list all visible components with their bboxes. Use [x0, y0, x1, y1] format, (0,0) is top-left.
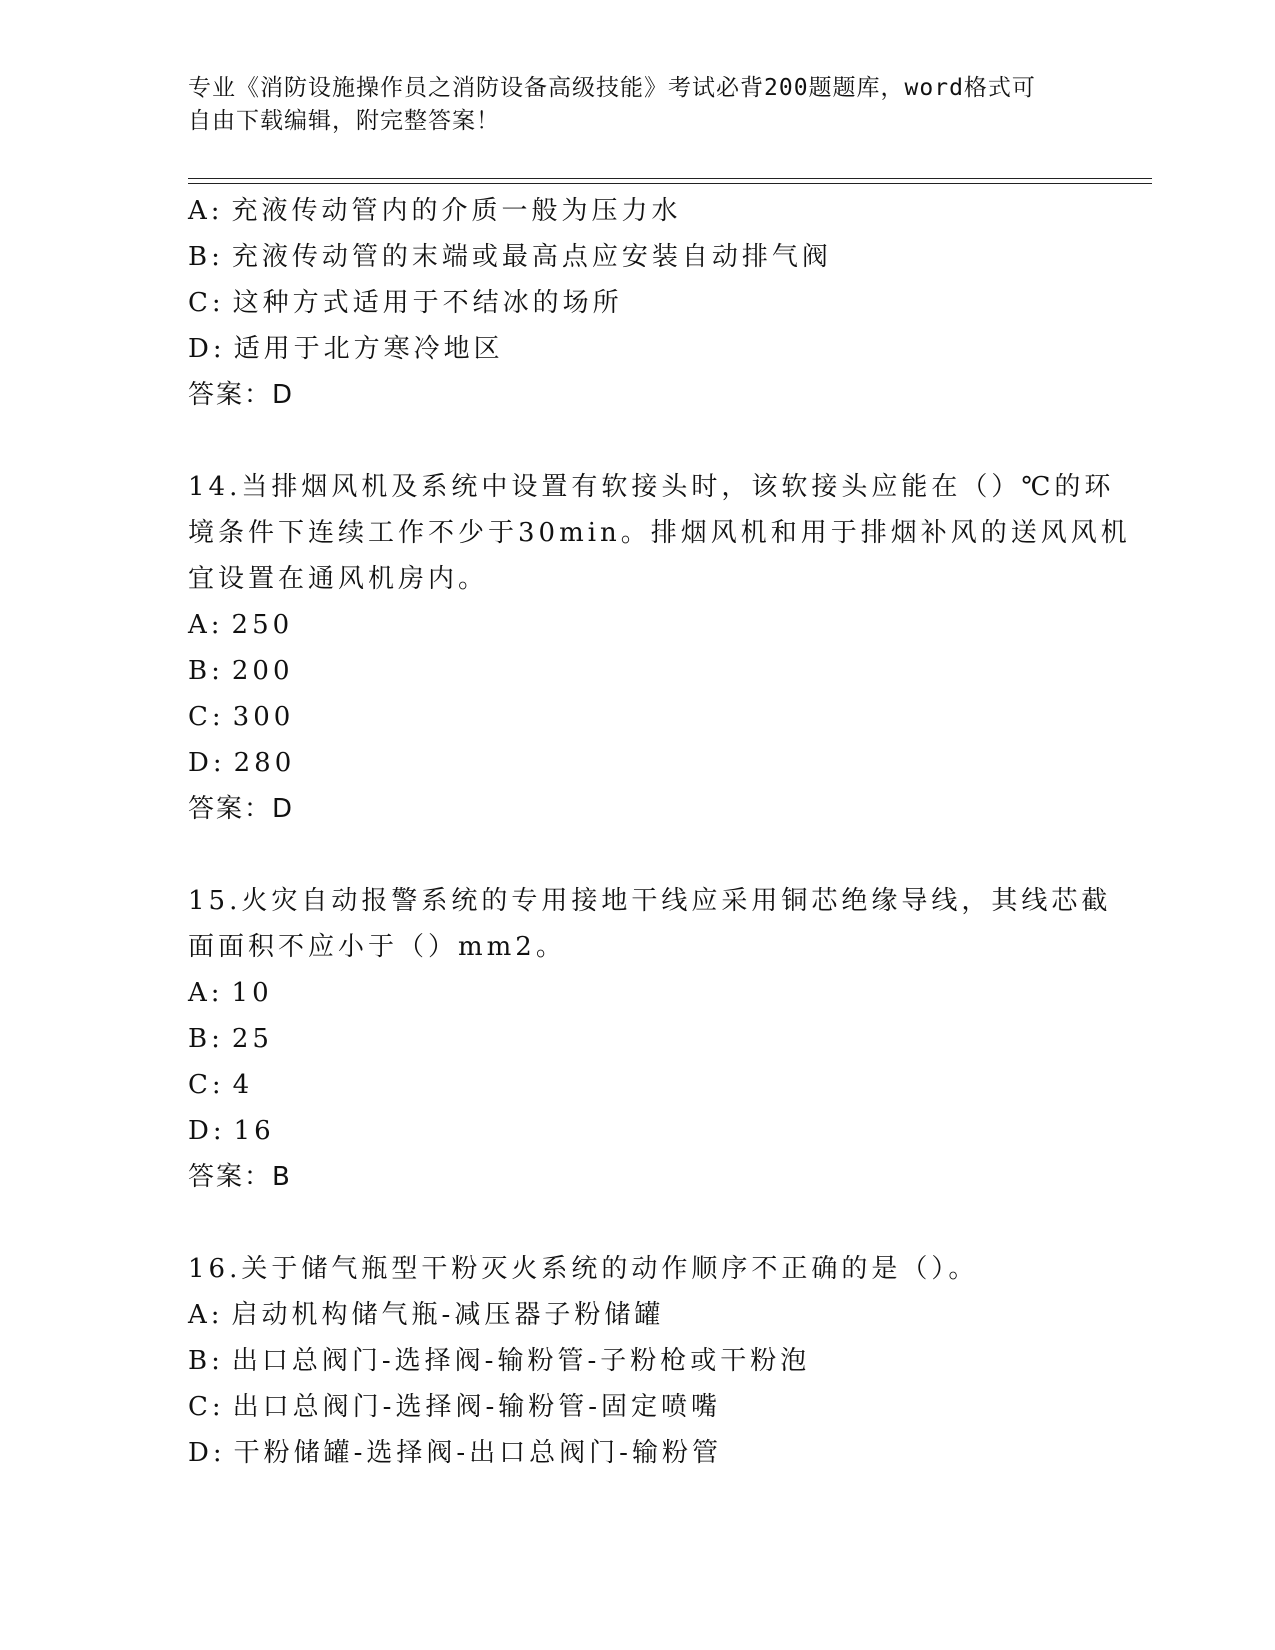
option-d	[188, 740, 1088, 786]
option-text: 启动机构储气瓶-减压器子粉储罐	[231, 1300, 665, 1330]
option-b	[188, 234, 1088, 280]
option-a	[188, 188, 1088, 234]
option-letter: A:	[188, 978, 224, 1008]
option-letter: B:	[188, 1024, 224, 1054]
question-text-line: 15.火灾自动报警系统的专用接地干线应采用铜芯绝缘导线，其线芯截	[188, 886, 1112, 916]
option-c	[188, 1384, 1088, 1430]
option-letter: A:	[188, 610, 224, 640]
option-letter: C:	[188, 702, 225, 732]
option-letter: A:	[188, 1300, 224, 1330]
option-text: 这种方式适用于不结冰的场所	[232, 288, 623, 318]
question-text-line: 面面积不应小于（）mm2。	[188, 932, 566, 962]
header-divider-bottom	[188, 183, 1152, 184]
option-letter: D:	[188, 1116, 226, 1146]
option-d	[188, 326, 1088, 372]
option-c	[188, 694, 1088, 740]
option-letter: B:	[188, 242, 224, 272]
option-b	[188, 1338, 1088, 1384]
option-letter: C:	[188, 1070, 225, 1100]
spacer	[188, 1200, 1088, 1246]
question-text-line: 16.关于储气瓶型干粉灭火系统的动作顺序不正确的是（）。	[188, 1254, 979, 1284]
option-text: 25	[231, 1024, 273, 1054]
option-d	[188, 1430, 1088, 1476]
option-c	[188, 1062, 1088, 1108]
question-14	[188, 464, 1131, 832]
option-text: 充液传动管内的介质一般为压力水	[231, 196, 682, 226]
question-list	[188, 188, 1131, 1476]
spacer	[188, 418, 1088, 464]
option-letter: C:	[188, 1392, 225, 1422]
option-text: 10	[231, 978, 273, 1008]
header-line-1: 专业《消防设施操作员之消防设备高级技能》考试必背200题题库，word格式可	[188, 75, 1036, 101]
option-text: 16	[233, 1116, 275, 1146]
answer-line: 答案：D	[188, 380, 295, 410]
question-text-line: 境条件下连续工作不少于30min。排烟风机和用于排烟补风的送风风机	[188, 518, 1131, 548]
option-text: 出口总阀门-选择阀-输粉管-固定喷嘴	[232, 1392, 722, 1422]
option-text: 280	[233, 748, 296, 778]
option-text: 适用于北方寒冷地区	[233, 334, 504, 364]
option-a	[188, 970, 1088, 1016]
option-a	[188, 1292, 1088, 1338]
option-letter: D:	[188, 1438, 226, 1468]
option-text: 出口总阀门-选择阀-输粉管-子粉枪或干粉泡	[231, 1346, 811, 1376]
option-b	[188, 648, 1088, 694]
document-header	[188, 72, 1068, 138]
option-a	[188, 602, 1088, 648]
answer-line: 答案：B	[188, 1162, 292, 1192]
option-text: 充液传动管的末端或最高点应安装自动排气阀	[231, 242, 832, 272]
option-text: 250	[231, 610, 294, 640]
question-text-line: 14.当排烟风机及系统中设置有软接头时，该软接头应能在（）℃的环	[188, 472, 1115, 502]
option-text: 干粉储罐-选择阀-出口总阀门-输粉管	[233, 1438, 722, 1468]
option-letter: B:	[188, 656, 224, 686]
option-letter: C:	[188, 288, 225, 318]
spacer	[188, 832, 1088, 878]
option-letter: B:	[188, 1346, 224, 1376]
option-b	[188, 1016, 1088, 1062]
header-divider-top	[188, 178, 1152, 179]
answer-line: 答案：D	[188, 794, 295, 824]
option-text: 300	[232, 702, 295, 732]
header-line-2: 自由下载编辑，附完整答案！	[188, 108, 500, 134]
option-letter: A:	[188, 196, 224, 226]
question-text-line: 宜设置在通风机房内。	[188, 564, 489, 594]
question-16	[188, 1246, 1088, 1476]
option-c	[188, 280, 1088, 326]
question-15	[188, 878, 1112, 1200]
option-letter: D:	[188, 748, 226, 778]
option-text: 4	[232, 1070, 254, 1100]
option-text: 200	[231, 656, 294, 686]
question-13-options	[188, 188, 1088, 418]
option-d	[188, 1108, 1088, 1154]
option-letter: D:	[188, 334, 226, 364]
